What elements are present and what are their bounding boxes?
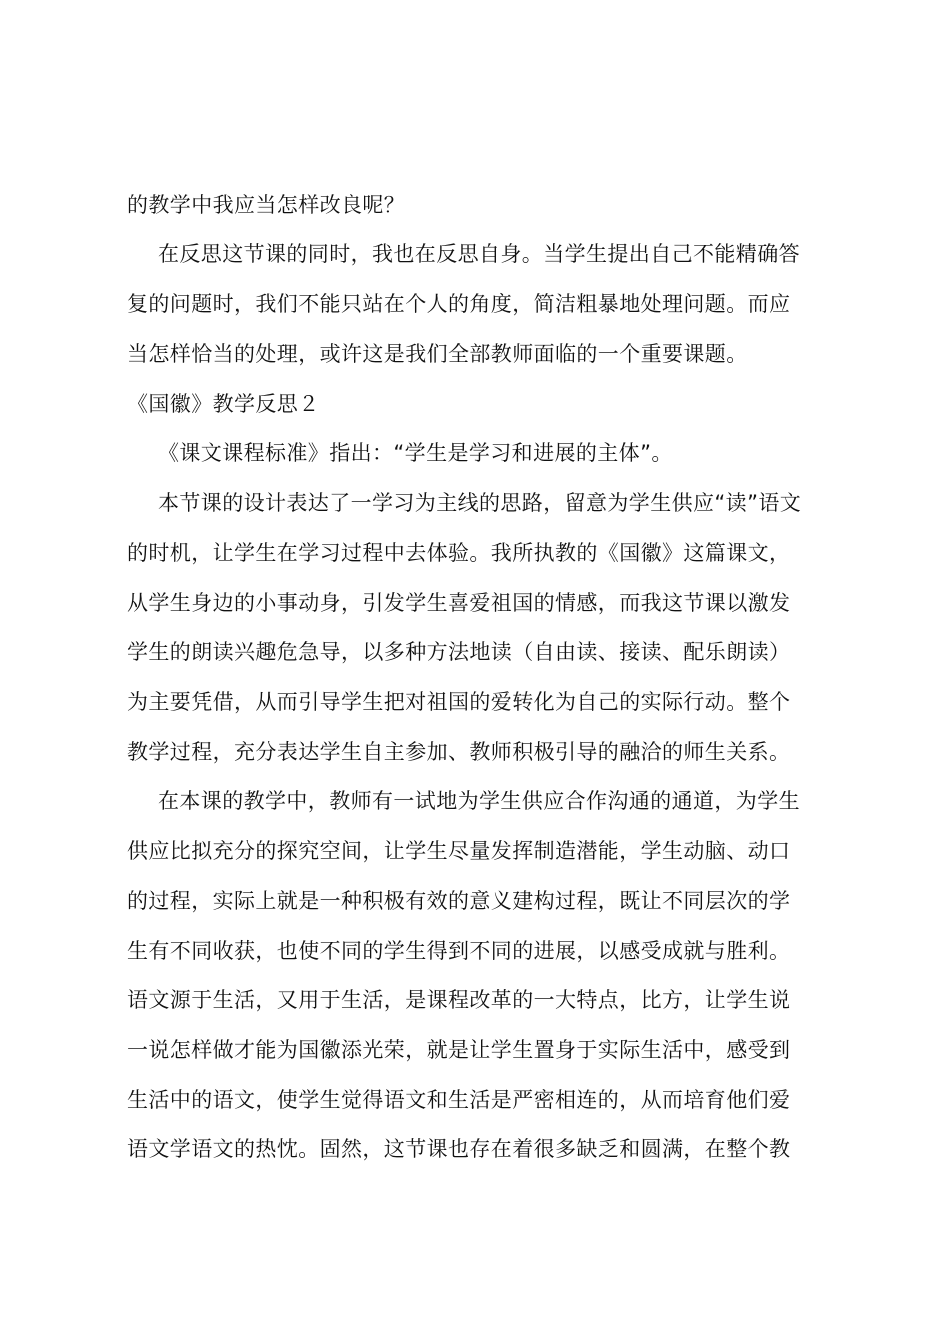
text-line: 《课文课程标准》指出：“学生是学习和进展的主体”。 <box>158 441 673 465</box>
text-line: 复的问题时，我们不能只站在个人的角度，简洁粗暴地处理问题。而应 <box>127 292 791 316</box>
text-line: 在反思这节课的同时，我也在反思自身。当学生提出自己不能精确答 <box>158 242 800 266</box>
text-line: 学生的朗读兴趣危急导，以多种方法地读（自由读、接读、配乐朗读） <box>127 640 791 664</box>
text-line: 从学生身边的小事动身，引发学生喜爱祖国的情感，而我这节课以激发 <box>127 591 791 615</box>
text-line: 在本课的教学中，教师有一试地为学生供应合作沟通的通道，为学生 <box>158 789 800 813</box>
text-line: 生有不同收获，也使不同的学生得到不同的进展，以感受成就与胜利。 <box>127 939 791 963</box>
text-line: 的教学中我应当怎样改良呢？ <box>127 193 406 217</box>
section-heading: 《国徽》教学反思２ <box>127 392 320 416</box>
text-line: 供应比拟充分的探究空间，让学生尽量发挥制造潜能，学生动脑、动口 <box>127 839 791 863</box>
text-line: 生活中的语文，使学生觉得语文和生活是严密相连的，从而培育他们爱 <box>127 1088 791 1112</box>
text-line: 为主要凭借，从而引导学生把对祖国的爱转化为自己的实际行动。整个 <box>127 690 791 714</box>
text-line: 语文学语文的热忱。固然，这节课也存在着很多缺乏和圆满，在整个教 <box>127 1137 791 1161</box>
text-line: 的过程，实际上就是一种积极有效的意义建构过程，既让不同层次的学 <box>127 889 791 913</box>
text-line: 语文源于生活，又用于生活，是课程改革的一大特点，比方，让学生说 <box>127 988 791 1012</box>
text-line: 当怎样恰当的处理，或许这是我们全部教师面临的一个重要课题。 <box>127 342 748 366</box>
text-line: 教学过程，充分表达学生自主参加、教师积极引导的融洽的师生关系。 <box>127 740 791 764</box>
text-line: 一说怎样做才能为国徽添光荣，就是让学生置身于实际生活中，感受到 <box>127 1038 791 1062</box>
text-line: 本节课的设计表达了一学习为主线的思路，留意为学生供应“读”语文 <box>158 491 802 515</box>
text-line: 的时机，让学生在学习过程中去体验。我所执教的《国徽》这篇课文， <box>127 541 791 565</box>
